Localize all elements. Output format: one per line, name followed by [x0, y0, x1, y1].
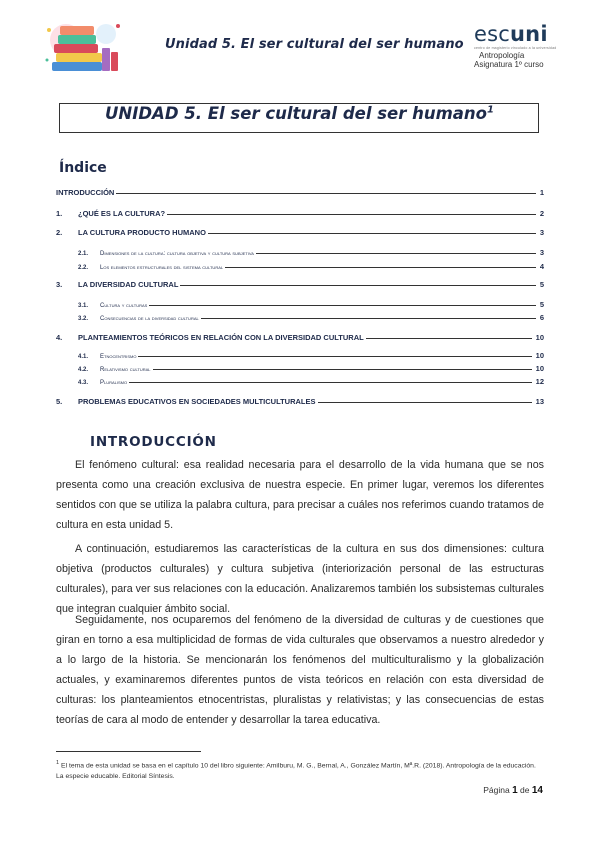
- toc-label: PROBLEMAS EDUCATIVOS EN SOCIEDADES MULTICULTURALES: [78, 397, 316, 406]
- intro-paragraph-1: El fenómeno cultural: esa realidad necesaria para el desarrollo de la vida humana que se nos presenta como una creación exclusiva de nuestra especie. En primer lugar, veremos los diferentes sentidos con que se utiliza la palabra cultura, para precisar a cuáles nos referimos cuando tratamos de cultura en esta unidad 5.: [56, 459, 544, 531]
- toc-label: Los elementos estructurales del sistema cultural: [100, 265, 224, 271]
- page-current: 1: [512, 785, 518, 796]
- toc-leader: [318, 402, 532, 403]
- brand-prefix: esc: [474, 22, 511, 46]
- escuni-logo: [474, 24, 569, 69]
- section-heading-introduccion: INTRODUCCIÓN: [90, 434, 217, 450]
- toc-label: LA CULTURA PRODUCTO HUMANO: [78, 228, 206, 237]
- toc-entry[interactable]: [56, 228, 544, 237]
- toc-page: 3: [539, 228, 544, 237]
- toc-leader: [208, 233, 536, 234]
- footnote-marker: 1: [56, 760, 60, 766]
- page-separator: de: [520, 785, 530, 795]
- toc-page: 10: [535, 351, 544, 360]
- toc-number: 4.: [56, 333, 63, 342]
- footnote: [56, 758, 544, 782]
- toc-page: 5: [539, 280, 544, 289]
- header-title: Unidad 5. El ser cultural del ser humano: [165, 37, 464, 52]
- footnote-reference[interactable]: 1: [487, 104, 494, 116]
- toc-page: 12: [535, 377, 544, 386]
- toc-label: Pluralismo: [100, 380, 128, 386]
- books-illustration-icon: [44, 20, 126, 78]
- toc-entry[interactable]: [56, 188, 544, 197]
- toc-number: 2.1.: [78, 251, 89, 257]
- toc-number: 2.: [56, 228, 63, 237]
- toc-label: Dimensiones de la cultura: cultura objetiva y cultura subjetiva: [100, 251, 254, 257]
- page-total: 14: [531, 785, 543, 796]
- toc-page: 4: [539, 262, 544, 271]
- page-label: Página: [483, 785, 510, 795]
- toc-number: 3.1.: [78, 303, 89, 309]
- course-year: Asignatura 1º curso: [474, 60, 544, 69]
- toc-number: 1.: [56, 209, 63, 218]
- toc-subentry[interactable]: [78, 364, 544, 373]
- toc-subentry[interactable]: [78, 377, 544, 386]
- toc-leader: [129, 382, 532, 383]
- toc-leader: [153, 369, 532, 370]
- toc-leader: [180, 285, 535, 286]
- brand-suffix: uni: [510, 22, 548, 46]
- course-subject: Antropología: [479, 51, 525, 60]
- toc-label: Relativismo cultural: [100, 367, 151, 373]
- toc-entry[interactable]: [56, 397, 544, 406]
- toc-number: 4.3.: [78, 380, 89, 386]
- toc-page: 6: [539, 313, 544, 322]
- toc-label: PLANTEAMIENTOS TEÓRICOS EN RELACIÓN CON LA DIVERSIDAD CULTURAL: [78, 333, 364, 342]
- toc-leader: [201, 318, 536, 319]
- toc-number: 4.2.: [78, 367, 89, 373]
- toc-subentry[interactable]: [78, 300, 544, 309]
- toc-entry[interactable]: [56, 280, 544, 289]
- toc-leader: [167, 214, 536, 215]
- toc-page: 2: [539, 209, 544, 218]
- toc-number: 3.2.: [78, 316, 89, 322]
- toc-entry[interactable]: [56, 209, 544, 218]
- toc-subentry[interactable]: [78, 248, 544, 257]
- toc-page: 13: [535, 397, 544, 406]
- toc-leader: [138, 356, 531, 357]
- toc-label: Cultura y culturas: [100, 303, 148, 309]
- toc-subentry[interactable]: [78, 262, 544, 271]
- toc-label: INTRODUCCIÓN: [56, 188, 115, 197]
- toc-label: Consecuencias de la diversidad cultural: [100, 316, 199, 322]
- toc-subentry[interactable]: [78, 351, 544, 360]
- toc-number: 4.1.: [78, 354, 89, 360]
- brand-wordmark: [474, 24, 569, 45]
- page-number: [483, 785, 543, 796]
- toc-entry[interactable]: [56, 333, 544, 342]
- toc-label: Etnocentrismo: [100, 354, 137, 360]
- intro-paragraph-2: A continuación, estudiaremos las características de la cultura en sus dos dimensiones: cultura objetiva (productos culturales) y cultura subjetiva (interiorización personal de las estructuras culturales), para ver sus relaciones con la educación. Analizaremos también los subsistemas culturales que integran cualquier ámbito social.: [56, 543, 544, 615]
- main-title: [0, 104, 599, 123]
- toc-leader: [366, 338, 532, 339]
- toc-page: 5: [539, 300, 544, 309]
- footnote-text: El tema de esta unidad se basa en el capítulo 10 del libro siguiente: Amilburu, M. G., Bernal, A., González Martín, Mª.R. (2018). Antropología de la educación. La especie educable. Editorial Síntesis.: [56, 762, 536, 781]
- toc-number: 5.: [56, 397, 63, 406]
- main-title-text: UNIDAD 5. El ser cultural del ser humano: [105, 104, 488, 123]
- toc-number: 2.2.: [78, 265, 89, 271]
- toc-leader: [256, 253, 536, 254]
- toc-page: 1: [539, 188, 544, 197]
- toc-label: ¿QUÉ ES LA CULTURA?: [78, 209, 166, 218]
- toc-leader: [225, 267, 536, 268]
- toc-page: 10: [535, 333, 544, 342]
- toc-leader: [116, 193, 535, 194]
- toc-number: 3.: [56, 280, 63, 289]
- toc-page: 3: [539, 248, 544, 257]
- toc-leader: [149, 305, 536, 306]
- index-heading: Índice: [59, 160, 107, 176]
- footnote-divider: [56, 751, 201, 752]
- toc-page: 10: [535, 364, 544, 373]
- toc-subentry[interactable]: [78, 313, 544, 322]
- intro-paragraph-3: Seguidamente, nos ocuparemos del fenómeno de la diversidad de culturas y de cuestiones que giran en torno a esa multiplicidad de formas de vida culturales que observamos a nuestro alrededor y a lo largo de la historia. Se mencionarán los fenómenos del multiculturalismo y la globalización actuales, y examinaremos diferentes puntos de vista teóricos en relación con esta diversidad de culturas: los planteamientos etnocentristas, pluralistas y relativistas; y las consecuencias de estas teorías de cara al modo de entender y desarrollar la tarea educativa.: [56, 614, 544, 726]
- toc-label: LA DIVERSIDAD CULTURAL: [78, 280, 179, 289]
- brand-tagline: centro de magisterio vinculado a la universidad: [474, 46, 557, 50]
